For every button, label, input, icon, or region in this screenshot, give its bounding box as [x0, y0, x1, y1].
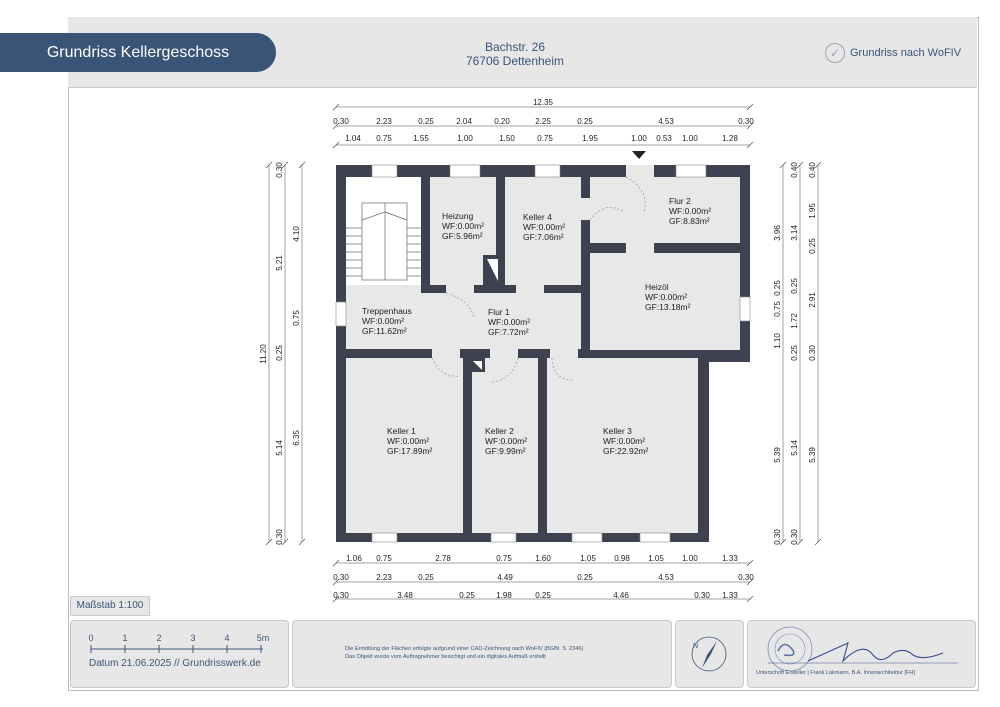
dim-label: 0.25: [577, 573, 593, 582]
dim-label: 5.14: [790, 440, 799, 456]
room-wf-treppenhaus: WF:0.00m²: [362, 316, 405, 326]
dim-label: 2.23: [376, 573, 392, 582]
dim-label: 1.00: [457, 134, 473, 143]
dim-label: 1.72: [790, 313, 799, 329]
room-label-treppenhaus: Treppenhaus: [362, 306, 412, 316]
dim-label: 0.40: [790, 162, 799, 178]
dim-label: 0.30: [738, 573, 754, 582]
compass-icon: [676, 621, 743, 687]
room-gf-heizung: GF:5.96m²: [442, 231, 483, 241]
dim-label: 0.25: [418, 117, 434, 126]
room-wf-keller-4: WF:0.00m²: [523, 222, 566, 232]
dim-label: 0.25: [535, 591, 551, 600]
dim-label: 0.30: [333, 117, 349, 126]
scale-bar: [71, 627, 288, 657]
room-label-keller-3: Keller 3: [603, 426, 632, 436]
dim-label: 5.39: [773, 447, 782, 463]
dim-label: 1.06: [346, 554, 362, 563]
note-box: [292, 620, 672, 688]
page-title: Grundriss Kellergeschoss: [0, 33, 276, 72]
room-wf-heizung: WF:0.00m²: [442, 221, 485, 231]
area-note: [345, 645, 665, 661]
dim-label: 0.75: [376, 554, 392, 563]
signature-box: [747, 620, 976, 688]
room-gf-flur-1: GF:7.72m²: [488, 327, 529, 337]
dim-label: 2.04: [456, 117, 472, 126]
dim-label: 0.75: [496, 554, 512, 563]
dim-label: 1.60: [535, 554, 551, 563]
room-gf-keller-2: GF:9.99m²: [485, 446, 526, 456]
dim-label: 1.00: [682, 554, 698, 563]
dim-label: 0.30: [808, 345, 817, 361]
room-gf-treppenhaus: GF:11.62m²: [362, 326, 407, 336]
room-gf-keller-3: GF:22.92m²: [603, 446, 649, 456]
room-gf-keller-4: GF:7.06m²: [523, 232, 564, 242]
scale-tick: 0: [88, 633, 94, 643]
dim-label: 3.96: [773, 225, 782, 241]
dim-label: 5.39: [808, 447, 817, 463]
dim-label: 0.30: [333, 573, 349, 582]
dim-label: 1.05: [580, 554, 596, 563]
dim-label: 1.33: [722, 554, 738, 563]
room-label-flur-1: Flur 1: [488, 307, 510, 317]
room-wf-heizoel: WF:0.00m²: [645, 292, 688, 302]
room-label-keller-1: Keller 1: [387, 426, 416, 436]
dim-label: 0.75: [376, 134, 392, 143]
dim-label: 1.04: [345, 134, 361, 143]
dim-label: 0.30: [275, 529, 284, 545]
dim-label: 0.20: [494, 117, 510, 126]
dim-label: 0.98: [614, 554, 630, 563]
entrance-arrow-icon: [632, 151, 646, 159]
dim-label: 6.35: [292, 430, 301, 446]
room-wf-keller-3: WF:0.00m²: [603, 436, 646, 446]
dim-label: 1.00: [682, 134, 698, 143]
dim-label: 1.95: [808, 203, 817, 219]
address-street: Bachstr. 26: [484, 40, 546, 54]
room-label-heizung: Heizung: [442, 211, 474, 221]
dim-label: 0.25: [790, 278, 799, 294]
dim-label: 4.49: [497, 573, 513, 582]
room-gf-keller-1: GF:17.89m²: [387, 446, 433, 456]
dim-label: 1.00: [631, 134, 647, 143]
dim-label: 5.21: [275, 255, 284, 271]
room-label-flur-2: Flur 2: [669, 196, 691, 206]
dim-label: 1.95: [582, 134, 598, 143]
scale-tick: 4: [224, 633, 230, 643]
check-circle-icon: ✓: [825, 43, 845, 63]
dim-bottom-row2: [333, 573, 754, 582]
dim-label: 0.30: [790, 529, 799, 545]
scale-tick: 3: [190, 633, 196, 643]
scale-tick: 2: [156, 633, 162, 643]
room-wf-flur-1: WF:0.00m²: [488, 317, 531, 327]
dim-top-total: 12.35: [532, 98, 554, 107]
dim-label: 0.30: [275, 162, 284, 178]
room-wf-keller-1: WF:0.00m²: [387, 436, 430, 446]
dim-label: 4.53: [658, 573, 674, 582]
dim-label: 3.48: [397, 591, 413, 600]
dim-label: 0.30: [738, 117, 754, 126]
dim-label: 1.98: [496, 591, 512, 600]
dim-label: 1.50: [499, 134, 515, 143]
scale-tick: 5m: [256, 633, 270, 643]
dim-label: 0.75: [773, 301, 782, 317]
dim-label: 1.10: [773, 333, 782, 349]
dim-bottom-row1: [346, 554, 738, 563]
note-line-2: Das Objekt wurde vom Auftragnehmer besichtigt und ein digitales Aufmaß erstellt: [345, 654, 546, 660]
dim-label: 0.25: [577, 117, 593, 126]
signature-image: [748, 621, 975, 671]
wofiv-label: Grundriss nach WoFIV: [850, 47, 962, 59]
room-gf-flur-2: GF:8.83m²: [669, 216, 710, 226]
dim-label: 0.25: [275, 345, 284, 361]
dim-label: 1.28: [722, 134, 738, 143]
signature-caption: Unterschrift Ersteller | Frank Lakmann, B.A. Innenarchitektur [FH]: [756, 670, 915, 676]
scale-box: [70, 620, 289, 688]
dim-label: 0.25: [790, 345, 799, 361]
dim-label: 2.25: [535, 117, 551, 126]
dim-label: 4.53: [658, 117, 674, 126]
dim-label: 2.23: [376, 117, 392, 126]
stair-area: [346, 177, 421, 285]
room-label-heizoel: Heizöl: [645, 282, 669, 292]
compass-box: [675, 620, 744, 688]
dim-label: 4.10: [292, 226, 301, 242]
dim-left-total: 11.20: [259, 344, 268, 364]
dim-top-row2: [345, 134, 738, 143]
room-wf-flur-2: WF:0.00m²: [669, 206, 712, 216]
dim-label: 0.25: [773, 280, 782, 296]
dim-label: 0.30: [773, 529, 782, 545]
dim-top-row1: [333, 117, 754, 126]
address-city: 76706 Dettenheim: [465, 54, 565, 68]
dim-label: 0.75: [537, 134, 553, 143]
dim-label: 2.91: [808, 292, 817, 308]
dim-label: 1.05: [648, 554, 664, 563]
dim-label: 1.33: [722, 591, 738, 600]
dim-label: 5.14: [275, 440, 284, 456]
dim-label: 0.25: [418, 573, 434, 582]
dim-label: 2.78: [435, 554, 451, 563]
dim-label: 0.25: [808, 238, 817, 254]
dim-label: 3.14: [790, 225, 799, 241]
compass-north-label: N: [693, 643, 699, 650]
dim-label: 0.75: [292, 310, 301, 326]
room-flur-2: [590, 177, 740, 243]
room-wf-keller-2: WF:0.00m²: [485, 436, 528, 446]
dim-label: 4.46: [613, 591, 629, 600]
dim-label: 0.53: [656, 134, 672, 143]
room-label-keller-4: Keller 4: [523, 212, 552, 222]
dim-label: 0.30: [694, 591, 710, 600]
dim-label: 0.30: [333, 591, 349, 600]
note-line-1: Die Ermittlung der Flächen erfolgte aufgrund einer CAD-Zeichnung nach WoFIV (BGBl. S. 2346): [345, 646, 584, 652]
room-gf-heizoel: GF:13.18m²: [645, 302, 691, 312]
dim-label: 1.55: [413, 134, 429, 143]
scale-label: Maßstab 1:100: [70, 596, 150, 616]
dim-bottom-row3: [333, 591, 738, 600]
dim-label: 0.40: [808, 162, 817, 178]
dim-label: 0.25: [459, 591, 475, 600]
scale-tick: 1: [122, 633, 128, 643]
datum-text: Datum 21.06.2025 // Grundrisswerk.de: [89, 658, 261, 669]
room-label-keller-2: Keller 2: [485, 426, 514, 436]
